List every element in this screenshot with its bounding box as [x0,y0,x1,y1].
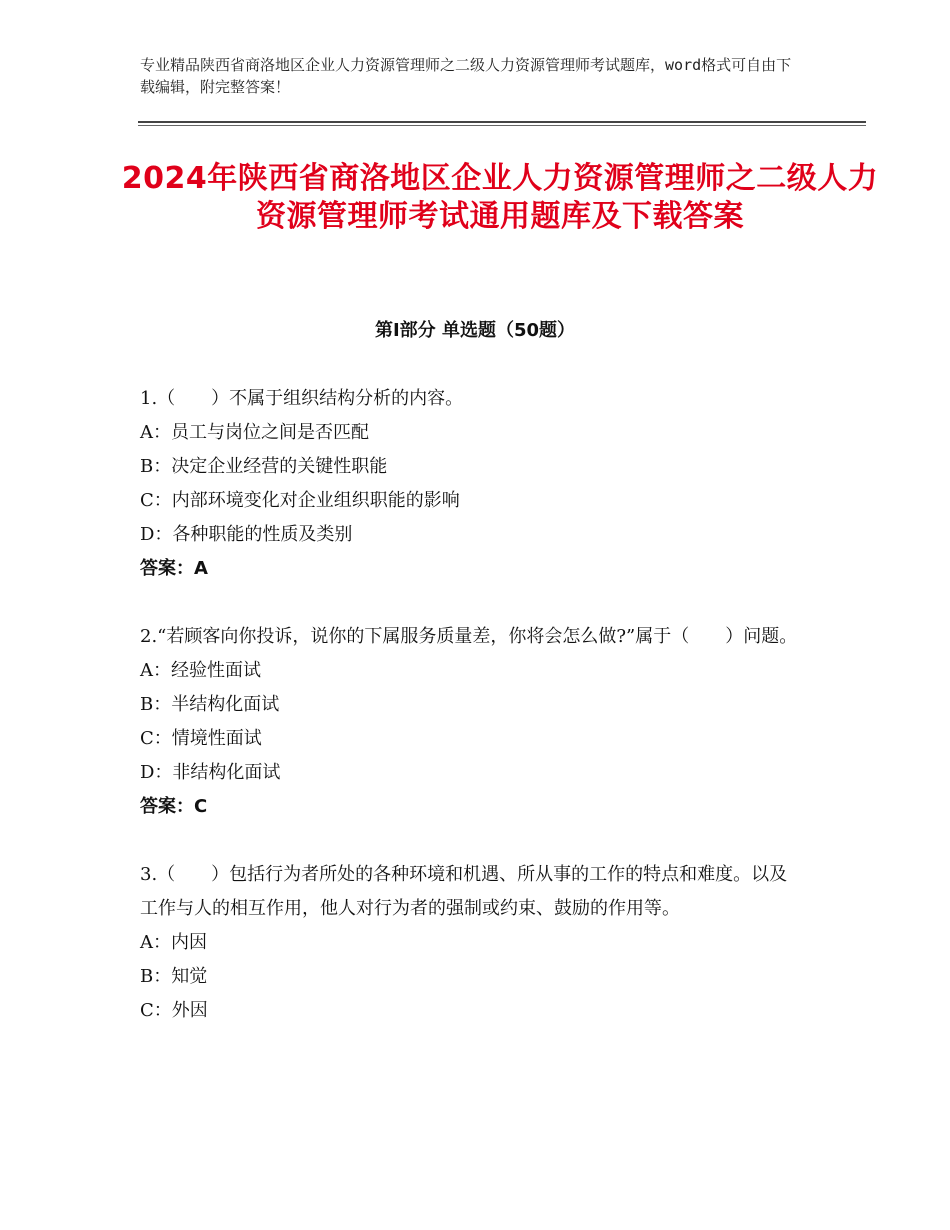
option-d: D：各种职能的性质及类别 [140,524,353,545]
option-b: B：知觉 [140,966,208,987]
option-a: A：经验性面试 [140,660,261,681]
question-3 [140,858,820,1028]
option-a: A：内因 [140,932,207,953]
option-c: C：内部环境变化对企业组织职能的影响 [140,490,460,511]
question-1 [140,382,820,586]
section-title: 第Ⅰ部分 单选题（50题） [374,320,575,341]
question-2 [140,620,820,824]
answer: 答案：A [140,558,208,579]
option-c: C：外因 [140,1000,208,1021]
question-stem: 3.（ ）包括行为者所处的各种环境和机遇、所从事的工作的特点和难度。以及工作与人的相互作用，他人对行为者的强制或约束、鼓励的作用等。 [140,864,788,919]
option-b: B：半结构化面试 [140,694,280,715]
header-rule [138,121,866,123]
answer: 答案：C [140,796,208,817]
header-rule-thin [138,125,866,126]
question-stem: 2.“若顾客向你投诉，说你的下属服务质量差，你将会怎么做?”属于（ ）问题。 [140,626,798,647]
option-c: C：情境性面试 [140,728,262,749]
option-d: D：非结构化面试 [140,762,281,783]
option-a: A：员工与岗位之间是否匹配 [140,422,369,443]
document-title: 2024年陕西省商洛地区企业人力资源管理师之二级人力资源管理师考试通用题库及下载答案 [121,161,879,234]
question-list [140,382,820,1062]
question-stem: 1.（ ）不属于组织结构分析的内容。 [140,388,464,409]
option-b: B：决定企业经营的关键性职能 [140,456,388,477]
header-note: 专业精品陕西省商洛地区企业人力资源管理师之二级人力资源管理师考试题库，word格式可自由下载编辑，附完整答案！ [140,56,792,96]
